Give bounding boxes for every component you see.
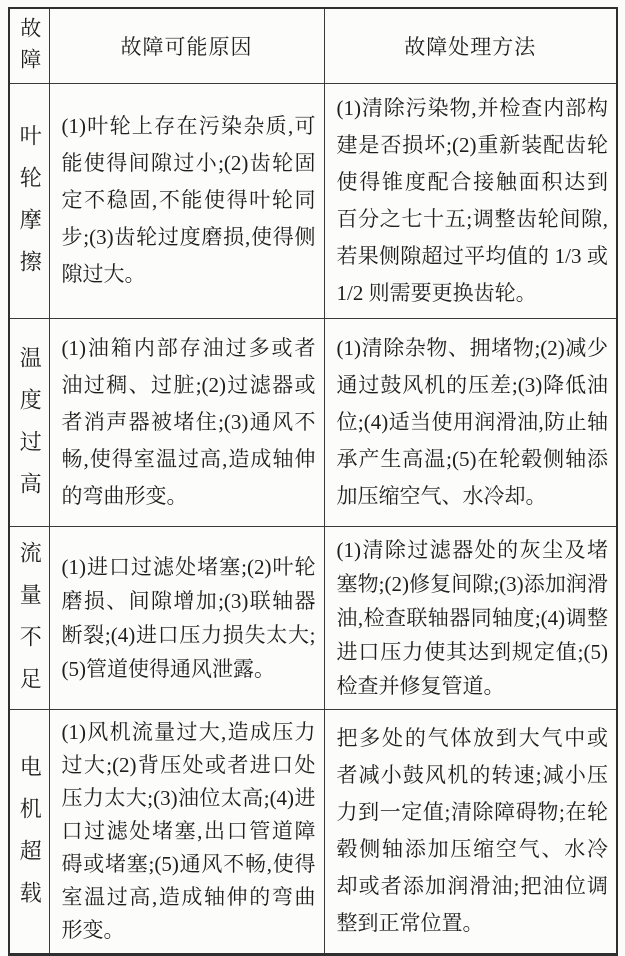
table-row-insufficient-flow	[9, 526, 617, 709]
fault-diagnosis-table	[8, 7, 618, 956]
fault-name-label: 电机超载	[17, 754, 43, 923]
table-row-impeller-friction	[9, 83, 617, 318]
header-fault-label: 故障	[17, 16, 42, 79]
fault-name-cell	[9, 318, 49, 526]
header-solution-label: 故障处理方法	[404, 34, 537, 59]
header-cause-label: 故障可能原因	[120, 34, 253, 59]
solution-cell: (1)清除杂物、拥堵物;(2)减少通过鼓风机的压差;(3)降低油位;(4)适当使用润滑油,防止轴承产生高温;(5)在轮毂侧轴添加压缩空气、水冷却。	[324, 318, 617, 526]
cause-cell: (1)进口过滤处堵塞;(2)叶轮磨损、间隙增加;(3)联轴器断裂;(4)进口压力损失太大;(5)管道使得通风泄露。	[49, 526, 324, 709]
solution-cell: 把多处的气体放到大气中或者减小鼓风机的转速;减小压力到一定值;清除障碍物;在轮毂侧轴添加压缩空气、水冷却或者添加润滑油;把油位调整到正常位置。	[324, 709, 617, 954]
cause-cell: (1)风机流量过大,造成压力过大;(2)背压处或者进口处压力太大;(3)油位太高;(4)进口过滤处堵塞,出口管道障碍或堵塞;(5)通风不畅,使得室温过高,造成轴伸的弯曲形变。	[49, 709, 324, 954]
solution-cell: (1)清除污染物,并检查内部构建是否损坏;(2)重新装配齿轮使得锥度配合接触面积达到百分之七十五;调整齿轮间隙,若果侧隙超过平均值的 1/3 或 1/2 则需要更换齿轮。	[324, 83, 617, 318]
table-row-motor-overload	[9, 709, 617, 954]
table-header-row	[9, 8, 617, 83]
header-fault-column	[9, 8, 49, 83]
header-cause-column	[49, 8, 324, 83]
cause-cell: (1)油箱内部存油过多或者油过稠、过脏;(2)过滤器或者消声器被堵住;(3)通风不畅,使得室温过高,造成轴伸的弯曲形变。	[49, 318, 324, 526]
fault-name-cell	[9, 83, 49, 318]
fault-name-label: 流量不足	[17, 541, 43, 709]
fault-name-cell	[9, 709, 49, 954]
header-solution-column	[324, 8, 617, 83]
fault-name-label: 温度过高	[17, 345, 43, 514]
fault-name-cell	[9, 526, 49, 709]
fault-name-label: 叶轮摩擦	[17, 124, 43, 292]
solution-cell: (1)清除过滤器处的灰尘及堵塞物;(2)修复间隙;(3)添加润滑油,检查联轴器同轴度;(4)调整进口压力使其达到规定值;(5)检查并修复管道。	[324, 526, 617, 709]
table-row-over-temperature	[9, 318, 617, 526]
cause-cell: (1)叶轮上存在污染杂质,可能使得间隙过小;(2)齿轮固定不稳固,不能使得叶轮同步;(3)齿轮过度磨损,使得侧隙过大。	[49, 83, 324, 318]
